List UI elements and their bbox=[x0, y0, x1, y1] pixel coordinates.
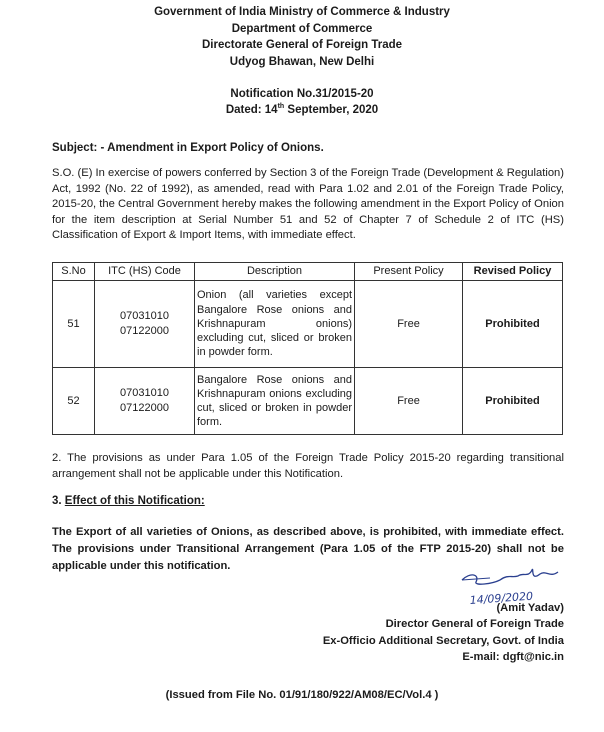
itc-code-1: 07031010 bbox=[120, 387, 169, 400]
col-header-sno: S.No bbox=[53, 263, 95, 281]
file-reference-footer: (Issued from File No. 01/91/180/922/AM08/EC/Vol.4 ) bbox=[165, 689, 439, 701]
signatory-email: E-mail: dgft@nic.in bbox=[462, 651, 564, 664]
section-3-heading: 3. Effect of this Notification: bbox=[52, 495, 205, 507]
notification-block bbox=[0, 86, 604, 118]
table-header-row bbox=[53, 263, 563, 281]
notification-number: Notification No.31/2015-20 bbox=[230, 88, 374, 100]
signature-underline bbox=[462, 578, 490, 580]
cell-sno: 51 bbox=[53, 281, 95, 368]
itc-code-2: 07122000 bbox=[120, 325, 169, 337]
cell-present-policy: Free bbox=[355, 281, 463, 368]
paragraph-2: 2. The provisions as under Para 1.05 of the Foreign Trade Policy 2015-20 regarding transitional arrangement shall not be applicable under this Notification. bbox=[52, 452, 564, 480]
signature-stroke bbox=[462, 569, 558, 584]
effect-paragraph: The Export of all varieties of Onions, as described above, is prohibited, with immediate effect. The provisions under Transitional Arrangement (Para 1.05 of the FTP 2015-20) shall not be applicable under this notification. bbox=[52, 526, 564, 572]
col-header-description: Description bbox=[195, 263, 355, 281]
signatory-designation: Director General of Foreign Trade bbox=[385, 618, 564, 631]
letterhead bbox=[0, 4, 604, 70]
col-header-itc: ITC (HS) Code bbox=[95, 263, 195, 281]
policy-table bbox=[52, 262, 563, 435]
itc-code-2: 07122000 bbox=[120, 402, 169, 414]
signatory-block bbox=[323, 600, 564, 666]
cell-description: Onion (all varieties except Bangalore Rose onions and Krishnapuram onions) excluding cut, sliced or broken in powder form. bbox=[195, 281, 355, 368]
cell-present-policy: Free bbox=[355, 368, 463, 435]
cell-revised-policy: Prohibited bbox=[463, 368, 563, 435]
itc-code-1: 07031010 bbox=[120, 310, 169, 323]
table-row bbox=[53, 368, 563, 435]
paragraph-1: S.O. (E) In exercise of powers conferred by Section 3 of the Foreign Trade (Development & Regulation) Act, 1992 (No. 22 of 1992), as amended, read with Para 1.02 and 2.01 of the Foreign Trade Policy, 2015-20, the Central Government hereby makes the following amendment in the Export Policy of Onion for the item description at Serial Number 51 and 52 of Chapter 7 of Schedule 2 of ITC (HS) Classification of Export & Import Items, with immediate effect. bbox=[52, 167, 564, 242]
letterhead-ministry: Government of India Ministry of Commerce & Industry bbox=[154, 6, 450, 18]
letterhead-department: Department of Commerce bbox=[231, 22, 373, 35]
cell-itc-code bbox=[95, 281, 195, 368]
cell-description: Bangalore Rose onions and Krishnapuram onions excluding cut, sliced or broken in powder form. bbox=[195, 368, 355, 435]
cell-itc-code bbox=[95, 368, 195, 435]
signatory-office: Ex-Officio Additional Secretary, Govt. of India bbox=[322, 634, 564, 647]
signatory-name: (Amit Yadav) bbox=[496, 602, 564, 614]
table-row bbox=[53, 281, 563, 368]
cell-sno: 52 bbox=[53, 368, 95, 435]
notification-date: Dated: 14th September, 2020 bbox=[225, 103, 379, 116]
cell-revised-policy: Prohibited bbox=[463, 281, 563, 368]
subject-line: Subject: - Amendment in Export Policy of Onions. bbox=[52, 142, 324, 154]
signature-date: 14/09/2020 bbox=[469, 589, 534, 607]
col-header-present-policy: Present Policy bbox=[355, 263, 463, 281]
letterhead-address: Udyog Bhawan, New Delhi bbox=[229, 55, 375, 68]
col-header-revised-policy: Revised Policy bbox=[463, 263, 563, 281]
letterhead-directorate: Directorate General of Foreign Trade bbox=[201, 39, 403, 51]
